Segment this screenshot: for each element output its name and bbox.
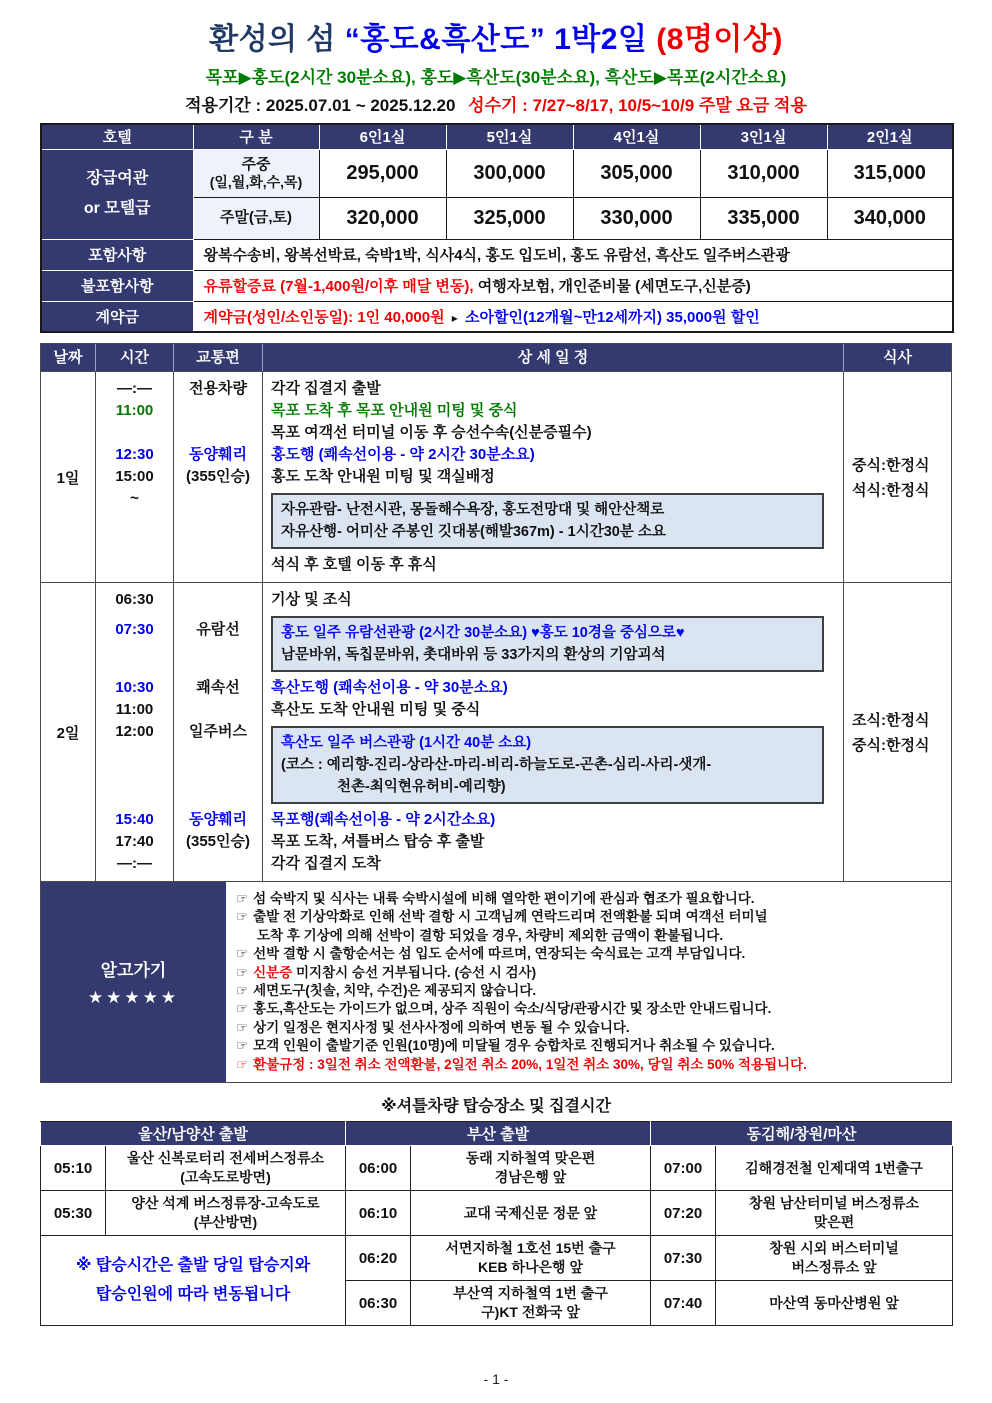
day1-transport-column (174, 372, 263, 582)
time-entry: 12:00 (115, 723, 154, 740)
note-text: 환불규정 : 3일전 취소 전액환불, 2일전 취소 20%, 1일전 취소 30%, 당일 취소 50% 적용됩니다. (253, 1056, 807, 1072)
pickup-time: 05:30 (41, 1191, 106, 1236)
pointing-hand-icon: ☞ (236, 891, 249, 906)
itinerary-header-row (41, 344, 951, 371)
detail-line: 기상 및 조식 (271, 591, 352, 608)
col-header-detail: 상 세 일 정 (263, 344, 844, 371)
price-weekday-6pax: 295,000 (319, 149, 446, 197)
note-text-red: 신분증 (253, 964, 293, 980)
day2-date: 2일 (41, 583, 96, 881)
transport-entry: 유람선 (196, 621, 240, 638)
pickup-place (716, 1146, 953, 1191)
pointing-hand-icon: ☞ (236, 1001, 249, 1017)
box-line: 흑산도 일주 버스관광 (1시간 40분 소요) (281, 735, 532, 751)
day1-date: 1일 (41, 372, 96, 582)
place-line: 마산역 동마산병원 앞 (769, 1294, 899, 1311)
pickup-place (716, 1281, 953, 1326)
time-entry: 15:40 (115, 811, 154, 828)
pointing-hand-icon: ☞ (236, 1038, 249, 1054)
notes-title: 알고가기 (100, 961, 167, 981)
spacer (174, 400, 262, 444)
apply-period: 적용기간 : 2025.07.01 ~ 2025.12.20 (185, 96, 456, 115)
hotel-grade-cell (41, 149, 193, 239)
col-header-hotel: 호텔 (41, 124, 193, 149)
note-text: 도착 후 기상에 의해 선박이 결항 되었을 경우, 차량비 제외한 금액이 환불됩니다. (257, 927, 724, 943)
box-line: 자유산행- 어미산 주봉인 깃대봉(해발367m) - 1시간30분 소요 (281, 524, 666, 540)
hotel-grade-line2: or 모텔급 (83, 200, 151, 217)
note-line (236, 908, 943, 926)
spacer (174, 589, 262, 619)
boarding-time-note (41, 1236, 346, 1326)
detail-line: 각각 집결지 출발 (271, 380, 381, 397)
place-line: 동래 지하철역 맞은편 (465, 1150, 596, 1167)
col-header-changwon: 동김해/창원/마산 (651, 1122, 953, 1146)
detail-line: 각각 집결지 도착 (271, 855, 381, 872)
note-text: 모객 인원이 출발기준 인원(10명)에 미달될 경우 승합차로 진행되거나 취소될 수 있습니다. (253, 1038, 775, 1054)
weekday-price-row (41, 149, 953, 197)
detail-line: 흑산도 도착 안내원 미팅 및 중식 (271, 701, 481, 718)
hotel-grade-line1: 장급여관 (86, 169, 149, 187)
page-title (40, 14, 952, 58)
day1-detail-column (263, 372, 844, 582)
detail-line: 목포 여객선 터미널 이동 후 승선수속(신분증필수) (271, 424, 592, 441)
detail-line: 목포 도착, 셔틀버스 탑승 후 출발 (271, 833, 485, 850)
note-text: 미지참시 승선 거부됩니다. (승선 시 검사) (292, 964, 537, 980)
spacer (96, 641, 173, 677)
pickup-time: 06:20 (346, 1236, 411, 1281)
excluded-rest: 여행자보험, 개인준비물 (세면도구,신분증) (473, 278, 751, 295)
page-number: - 1 - (483, 1371, 509, 1387)
peak-season: 성수기 : 7/27~8/17, 10/5~10/9 주말 요금 적용 (468, 96, 807, 115)
meal-entry: 석식:한정식 (852, 482, 930, 499)
meal-entry: 중식:한정식 (852, 457, 930, 474)
place-line: 맞은편 (813, 1214, 855, 1231)
day1-meal-column (844, 372, 951, 582)
included-text: 왕복수송비, 왕복선박료, 숙박1박, 식사4식, 홍도 입도비, 홍도 유람선, 흑산도 일주버스관광 (193, 239, 953, 270)
pickup-place (716, 1236, 953, 1281)
price-weekday-4pax: 305,000 (573, 149, 700, 197)
excluded-text (193, 270, 953, 301)
pickup-place (411, 1191, 651, 1236)
shuttle-header-row (41, 1122, 953, 1146)
included-row (41, 239, 953, 270)
note-line (236, 890, 943, 908)
day2-detail-column (263, 583, 844, 881)
transport-entry: (355인승) (186, 833, 250, 850)
title-min-pax: (8명이상) (656, 23, 783, 56)
shuttle-table (40, 1121, 953, 1326)
detail-line: 홍도 도착 안내원 미팅 및 객실배정 (271, 468, 495, 485)
transport-entry: 전용차량 (189, 380, 247, 397)
meal-entry: 조식:한정식 (852, 712, 930, 729)
pointing-hand-icon: ☞ (236, 909, 249, 925)
itinerary-table (40, 343, 952, 1083)
cruise-tour-box (271, 616, 824, 672)
pointing-hand-icon: ☞ (236, 1019, 249, 1035)
note-line: 탑승인원에 따라 변동됩니다 (95, 1285, 291, 1303)
detail-line: 흑산도행 (쾌속선이용 - 약 30분소요) (271, 679, 508, 696)
price-weekend-6pax: 320,000 (319, 197, 446, 239)
pickup-time: 06:10 (346, 1191, 411, 1236)
time-entry: 15:00 (115, 468, 154, 485)
spacer (174, 699, 262, 721)
price-header-row (41, 124, 953, 149)
spacer (174, 743, 262, 809)
pickup-time: 06:00 (346, 1146, 411, 1191)
note-line: ※ 탑승시간은 출발 당일 탑승지와 (75, 1256, 311, 1274)
spacer (96, 422, 173, 444)
col-header-4pax: 4인1실 (573, 124, 700, 149)
transport-entry: 쾌속선 (196, 679, 240, 696)
time-entry: —:— (117, 855, 152, 872)
time-entry: 17:40 (115, 833, 154, 850)
excluded-row (41, 270, 953, 301)
notes-row (41, 881, 951, 1082)
shuttle-row (41, 1236, 953, 1281)
place-line: 김해경전철 인제대역 1번출구 (745, 1159, 923, 1176)
col-header-date: 날짜 (41, 344, 96, 371)
note-line (236, 945, 943, 963)
place-line: 구)KT 전화국 앞 (481, 1304, 580, 1321)
place-line: 버스정류소 앞 (791, 1259, 877, 1276)
pickup-time: 07:40 (651, 1281, 716, 1326)
five-stars-icon: ★★★★★ (87, 988, 180, 1008)
spacer (96, 743, 173, 809)
note-line (236, 964, 943, 982)
deposit-amount: 계약금(성인/소인동일): 1인 40,000원 (203, 308, 445, 326)
pickup-place (106, 1191, 346, 1236)
box-line: 천촌-최익현유허비-예리향) (337, 779, 506, 795)
shuttle-heading: ※셔틀차량 탑승장소 및 집결시간 (381, 1098, 611, 1116)
detail-line: 석식 후 호텔 이동 후 휴식 (271, 556, 437, 573)
detail-line: 홍도행 (쾌속선이용 - 약 2시간 30분소요) (271, 446, 535, 463)
excluded-label: 불포함사항 (41, 270, 193, 301)
transport-entry: (355인승) (186, 468, 250, 485)
time-entry: 11:00 (115, 701, 154, 718)
title-block (40, 14, 952, 116)
pickup-time: 07:30 (651, 1236, 716, 1281)
deposit-text (193, 301, 953, 332)
note-text: 출발 전 기상악화로 인해 선박 결항 시 고객님께 연락드리며 전액환불 되며 여객선 터미널 (253, 909, 768, 925)
place-line: 울산 신복로터리 전세버스정류소 (126, 1150, 325, 1167)
day1-time-column (96, 372, 174, 582)
time-entry: 06:30 (115, 591, 154, 608)
note-text: 섬 숙박지 및 식사는 내륙 숙박시설에 비해 열악한 편이기에 관심과 협조가 필요합니다. (253, 891, 755, 906)
col-header-category: 구 분 (193, 124, 319, 149)
route-summary: 목포▶홍도(2시간 30분소요), 홍도▶흑산도(30분소요), 흑산도▶목포(2시간소요) (205, 68, 787, 87)
weekday-label: 주중 (241, 155, 271, 173)
price-weekday-5pax: 300,000 (446, 149, 573, 197)
child-discount: 소아할인(12개월~만12세까지) 35,000원 할인 (464, 308, 760, 326)
col-header-5pax: 5인1실 (446, 124, 573, 149)
place-line: 부산역 지하철역 1번 출구 (453, 1285, 608, 1302)
time-entry: 10:30 (115, 679, 154, 696)
spacer (96, 611, 173, 619)
place-line: (고속도로방면) (180, 1169, 271, 1186)
triangle-bullet-icon: ▸ (451, 310, 458, 325)
pickup-place (411, 1236, 651, 1281)
place-line: 양산 석계 버스정류장-고속도로 (131, 1195, 320, 1212)
transport-entry: 동양훼리 (189, 811, 247, 828)
shuttle-row (41, 1191, 953, 1236)
free-tour-box (271, 493, 824, 549)
deposit-row (41, 301, 953, 332)
spacer (174, 641, 262, 677)
note-line (236, 1037, 943, 1055)
place-line: KEB 하나은행 앞 (478, 1259, 583, 1276)
notes-label-cell (41, 882, 226, 1082)
note-text: 선박 결항 시 출항순서는 섬 입도 순서에 따르며, 연장되는 숙식료는 고객 부담입니다. (253, 946, 746, 962)
time-entry: —:— (117, 380, 152, 397)
weekday-days: (일,월,화,수,목) (209, 173, 303, 190)
meal-entry: 중식:한정식 (852, 737, 930, 754)
note-text: 홍도,흑산도는 가이드가 없으며, 상주 직원이 숙소/식당/관광시간 및 장소만 안내드립니다. (253, 1001, 772, 1017)
detail-line: 목포 도착 후 목포 안내원 미팅 및 중식 (271, 402, 518, 419)
price-weekend-2pax: 340,000 (827, 197, 953, 239)
col-header-2pax: 2인1실 (827, 124, 953, 149)
box-line: 자유관람- 난전시관, 몽돌해수욕장, 홍도전망대 및 해안산책로 (281, 502, 665, 518)
pickup-place (411, 1281, 651, 1326)
price-weekend-3pax: 335,000 (700, 197, 827, 239)
pickup-place (716, 1191, 953, 1236)
pointing-hand-icon: ☞ (236, 964, 249, 980)
day2-time-column (96, 583, 174, 881)
box-line: 홍도 일주 유람선관광 (2시간 30분소요) ♥홍도 10경을 중심으로♥ (281, 625, 685, 641)
col-header-transport: 교통편 (174, 344, 263, 371)
pickup-time: 07:00 (651, 1146, 716, 1191)
place-line: 교대 국제신문 정문 앞 (463, 1204, 598, 1221)
pickup-place (411, 1146, 651, 1191)
note-line (236, 1000, 943, 1018)
note-line (236, 1019, 943, 1037)
deposit-label: 계약금 (41, 301, 193, 332)
price-weekday-3pax: 310,000 (700, 149, 827, 197)
price-weekend-4pax: 330,000 (573, 197, 700, 239)
col-header-time: 시간 (96, 344, 174, 371)
pickup-place (106, 1146, 346, 1191)
pickup-time: 07:20 (651, 1191, 716, 1236)
time-entry: 11:00 (115, 402, 154, 419)
col-header-3pax: 3인1실 (700, 124, 827, 149)
shuttle-row (41, 1146, 953, 1191)
time-entry: 07:30 (115, 621, 154, 638)
title-destination: “홍도&흑산도” 1박2일 (344, 23, 648, 56)
included-label: 포함사항 (41, 239, 193, 270)
box-line: 남문바위, 독칩문바위, 촛대바위 등 33가지의 환상의 기암괴석 (281, 647, 666, 663)
place-line: 창원 남산터미널 버스정류소 (748, 1195, 920, 1212)
title-prefix: 환성의 섬 (209, 23, 336, 56)
time-entry: ~ (130, 490, 139, 507)
day1-row (41, 371, 951, 582)
price-weekend-5pax: 325,000 (446, 197, 573, 239)
pointing-hand-icon: ☞ (236, 946, 249, 962)
transport-entry: 일주버스 (189, 723, 247, 740)
time-entry: 12:30 (115, 446, 154, 463)
col-header-meal: 식사 (883, 349, 912, 366)
day2-transport-column (174, 583, 263, 881)
pickup-time: 06:30 (346, 1281, 411, 1326)
period-line (40, 91, 952, 116)
box-line: (코스 : 예리향-진리-상라산-마리-비리-하늘도로-곤촌-심리-사리-샛개- (281, 757, 712, 773)
col-header-ulsan: 울산/남양산 출발 (41, 1122, 346, 1146)
notes-body (226, 882, 951, 1082)
place-line: 창원 시외 버스터미널 (769, 1240, 899, 1257)
bus-tour-box (271, 726, 824, 804)
note-text: 세면도구(칫솔, 치약, 수건)은 제공되지 않습니다. (253, 983, 537, 999)
col-header-6pax: 6인1실 (319, 124, 446, 149)
refund-policy-line (236, 1056, 943, 1074)
weekday-label-cell (193, 149, 319, 197)
detail-line: 목포행(쾌속선이용 - 약 2시간소요) (271, 811, 496, 828)
transport-entry: 동양훼리 (189, 446, 247, 463)
fuel-surcharge: 유류할증료 (7월-1,400원/이후 매달 변동), (203, 278, 474, 295)
day2-row (41, 582, 951, 881)
note-line (236, 927, 943, 945)
day2-meal-column (844, 583, 951, 881)
pointing-hand-icon: ☞ (236, 1056, 249, 1072)
price-weekday-2pax: 315,000 (827, 149, 953, 197)
weekend-label-cell: 주말(금,토) (193, 197, 319, 239)
price-table (40, 123, 954, 333)
note-line (236, 982, 943, 1000)
pointing-hand-icon: ☞ (236, 983, 249, 999)
note-text: 상기 일정은 현지사정 및 선사사정에 의하여 변동 될 수 있습니다. (253, 1019, 630, 1035)
col-header-busan: 부산 출발 (346, 1122, 651, 1146)
place-line: 경남은행 앞 (494, 1169, 567, 1186)
place-line: 서면지하철 1호선 15번 출구 (445, 1240, 616, 1257)
place-line: (부산방면) (193, 1214, 258, 1231)
pickup-time: 05:10 (41, 1146, 106, 1191)
